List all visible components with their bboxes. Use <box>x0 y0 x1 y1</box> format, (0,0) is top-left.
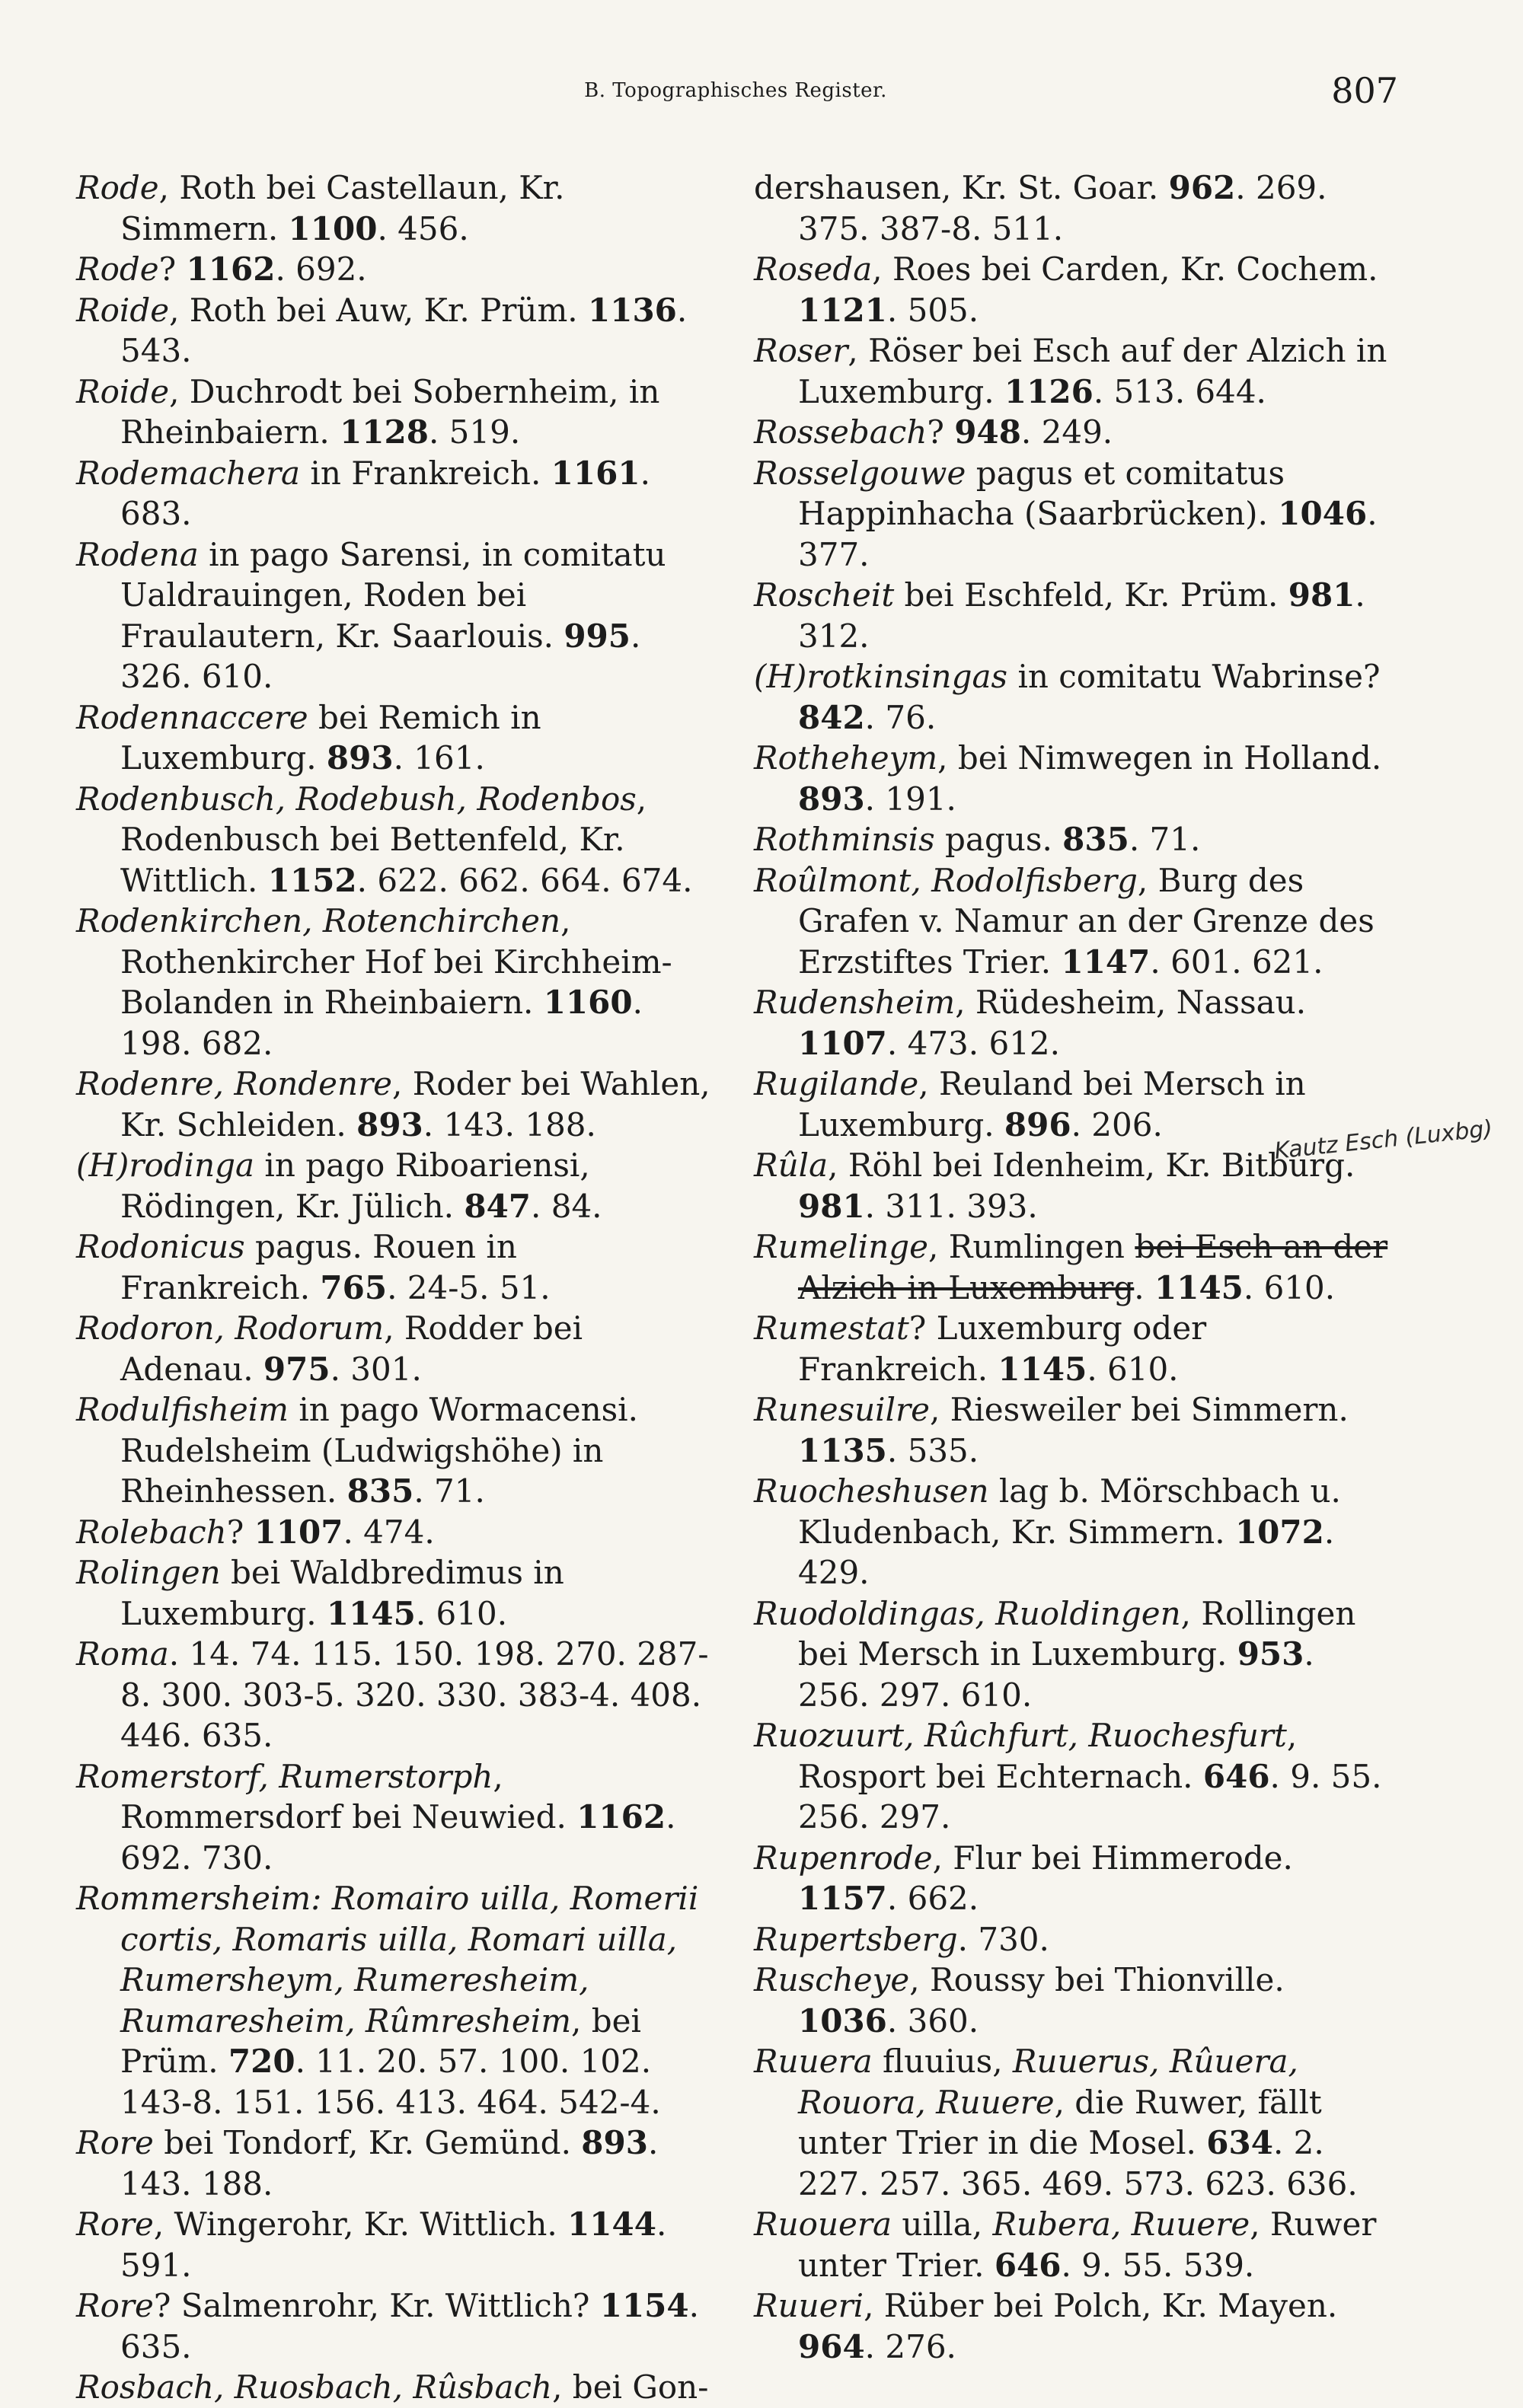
register-entry: Roma. 14. 74. 115. 150. 198. 270. 287-8. 300. 303-5. 320. 330. 383-4. 408. 446. 635. <box>76 1635 709 1754</box>
register-entry: Rolingen bei Waldbredimus in Luxemburg. 1145. 610. <box>76 1554 564 1632</box>
register-entry: Roscheit bei Eschfeld, Kr. Prüm. 981. 312. <box>754 576 1365 655</box>
register-entry: Ruscheye, Roussy bei Thionville. 1036. 360. <box>754 1961 1285 2040</box>
register-entry: Rore bei Tondorf, Kr. Gemünd. 893. 143. 188. <box>76 2124 659 2202</box>
register-entry: Runesuilre, Riesweiler bei Simmern. 1135. 535. <box>754 1391 1349 1469</box>
register-entry: Rossebach? 948. 249. <box>754 413 1113 451</box>
right-column <box>754 167 1394 2367</box>
register-entry: Rode? 1162. 692. <box>76 250 367 288</box>
register-entry: Rotheheym, bei Nimwegen in Holland. 893. 191. <box>754 739 1382 818</box>
register-entry: Rumelinge, Rumlingen bei Esch an der Alzich in Luxemburg. 1145. 610. <box>754 1228 1388 1306</box>
register-entry: Rode, Roth bei Castellaun, Kr. Simmern. 1100. 456. <box>76 169 565 247</box>
running-head: B. Topographisches Register. <box>584 79 887 102</box>
register-entry: Ruueri, Rüber bei Polch, Kr. Mayen. 964. 276. <box>754 2287 1338 2365</box>
register-entry: Rosselgouwe pagus et comitatus Happinhacha (Saarbrücken). 1046. 377. <box>754 454 1378 573</box>
register-entry: Rodulfisheim in pago Wormacensi. Rudelsheim (Ludwigshöhe) in Rheinhessen. 835. 71. <box>76 1391 638 1510</box>
register-entry: Rosbach, Ruosbach, Rûsbach, bei Gon- <box>76 2368 709 2406</box>
register-entry: Rodenkirchen, Rotenchirchen, Rothenkircher Hof bei Kirchheim-Bolanden in Rheinbaiern. 1160. 198. 682. <box>76 902 672 1062</box>
register-entry: Rupenrode, Flur bei Himmerode. 1157. 662. <box>754 1839 1293 1917</box>
register-entry: Rodena in pago Sarensi, in comitatu Ualdrauingen, Roden bei Fraulautern, Kr. Saarlouis. 995. 326. 610. <box>76 535 666 695</box>
register-entry: Ruodoldingas, Ruoldingen, Rollingen bei Mersch in Luxemburg. 953. 256. 297. 610. <box>754 1594 1356 1714</box>
register-entry: Ruozuurt, Rûchfurt, Ruochesfurt, Rosport bei Echternach. 646. 9. 55. 256. 297. <box>754 1717 1382 1836</box>
register-entry: Roseda, Roes bei Carden, Kr. Cochem. 1121. 505. <box>754 250 1378 329</box>
register-entry: Rodenre, Rondenre, Roder bei Wahlen, Kr. Schleiden. 893. 143. 188. <box>76 1065 710 1143</box>
register-entry: (H)rodinga in pago Riboariensi, Rödingen, Kr. Jülich. 847. 84. <box>76 1147 602 1225</box>
register-entry: dershausen, Kr. St. Goar. 962. 269. 375. 387-8. 511. <box>754 169 1327 247</box>
register-entry: Ruouera uilla, Rubera, Ruuere, Ruwer unter Trier. 646. 9. 55. 539. <box>754 2205 1377 2284</box>
register-entry: Rommersheim: Romairo uilla, Romerii cortis, Romaris uilla, Romari uilla, Rumersheym, Rumeresheim, Rumaresheim, Rûmresheim, bei Prüm. 720. 11. 20. 57. 100. 102. 143-8. 151. 156. 413. 464. 542-4. <box>76 1880 699 2121</box>
handwritten-annotation: Kautz Esch (Luxbg) <box>1272 1115 1494 1165</box>
register-entry: Rodoron, Rodorum, Rodder bei Adenau. 975. 301. <box>76 1309 583 1388</box>
register-entry: Rore? Salmenrohr, Kr. Wittlich? 1154. 635. <box>76 2287 699 2365</box>
register-entry: Roûlmont, Rodolfisberg, Burg des Grafen v. Namur an der Grenze des Erzstiftes Trier. 1147. 601. 621. <box>754 861 1375 981</box>
register-entry: Rodemachera in Frankreich. 1161. 683. <box>76 454 650 532</box>
register-entry: Roide, Duchrodt bei Sobernheim, in Rheinbaiern. 1128. 519. <box>76 372 660 451</box>
register-entry: Rudensheim, Rüdesheim, Nassau. 1107. 473. 612. <box>754 984 1307 1062</box>
register-entry: Rugilande, Reuland bei Mersch in Luxemburg. 896. 206. <box>754 1065 1306 1143</box>
register-entry: Rupertsberg. 730. <box>754 1920 1049 1958</box>
register-entry: Rolebach? 1107. 474. <box>76 1513 435 1551</box>
register-entry: Roide, Roth bei Auw, Kr. Prüm. 1136. 543. <box>76 291 688 369</box>
register-entry: Romerstorf, Rumerstorph, Rommersdorf bei Neuwied. 1162. 692. 730. <box>76 1757 676 1877</box>
register-entry: Rodenbusch, Rodebush, Rodenbos, Rodenbusch bei Bettenfeld, Kr. Wittlich. 1152. 622. 662. 664. 674. <box>76 780 693 899</box>
register-entry: Rothminsis pagus. 835. 71. <box>754 821 1201 858</box>
left-column <box>76 167 716 2408</box>
register-entry: Rodonicus pagus. Rouen in Frankreich. 765. 24-5. 51. <box>76 1228 551 1306</box>
page-number: 807 <box>1331 70 1398 111</box>
register-entry: Ruocheshusen lag b. Mörschbach u. Kludenbach, Kr. Simmern. 1072. 429. <box>754 1472 1341 1591</box>
register-entry: Rûla, Röhl bei Idenheim, Kr. Bitburg. 981. 311. 393. <box>754 1147 1355 1225</box>
register-entry: Rumestat? Luxemburg oder Frankreich. 1145. 610. <box>754 1309 1207 1388</box>
register-entry: (H)rotkinsingas in comitatu Wabrinse? 842. 76. <box>754 658 1381 736</box>
register-entry: Ruuera fluuius, Ruuerus, Rûuera, Rouora, Ruuere, die Ruwer, fällt unter Trier in die Mosel. 634. 2. 227. 257. 365. 469. 573. 623. 636. <box>754 2043 1358 2202</box>
register-entry: Rodennaccere bei Remich in Luxemburg. 893. 161. <box>76 698 541 777</box>
register-entry: Roser, Röser bei Esch auf der Alzich in Luxemburg. 1126. 513. 644. <box>754 332 1387 410</box>
register-entry: Rore, Wingerohr, Kr. Wittlich. 1144. 591. <box>76 2205 667 2284</box>
page-header <box>73 70 1398 131</box>
